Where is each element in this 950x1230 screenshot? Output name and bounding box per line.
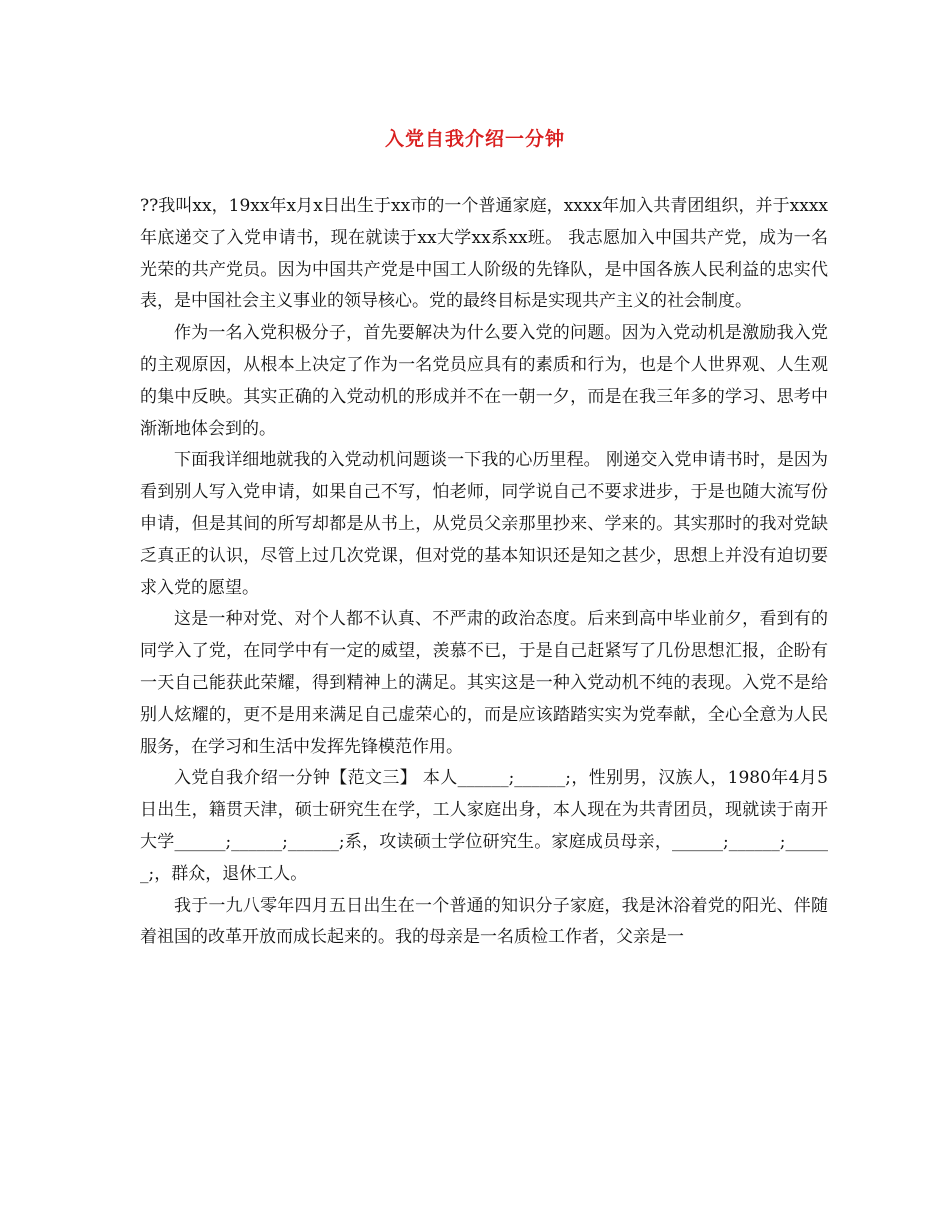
document-title: 入党自我介绍一分钟 [384,128,565,150]
paragraph-6: 我于一九八零年四月五日出生在一个普通的知识分子家庭，我是沐浴着党的阳光、伴随着祖国的改革开放而成长起来的。我的母亲是一名质检工作者，父亲是一 [140,895,828,948]
paragraph-2: 作为一名入党积极分子，首先要解决为什么要入党的问题。因为入党动机是激励我入党的主观原因，从根本上决定了作为一名党员应具有的素质和行为，也是个人世界观、人生观的集中反映。其实正确的入党动机的形成并不在一朝一夕，而是在我三年多的学习、思考中渐渐地体会到的。 [140,323,828,439]
paragraph-5: 入党自我介绍一分钟【范文三】 本人______;______;，性别男，汉族人，1980年4月5日出生，籍贯天津，硕士研究生在学，工人家庭出身，本人现在为共青团员，现就读于南开大学______;______;______;系，攻读硕士学位研究生。家庭成员母亲，______;______;______;，群众，退休工人。 [140,768,828,884]
document-body [140,191,828,954]
paragraph-1: ??我叫xx，19xx年x月x日出生于xx市的一个普通家庭，xxxx年加入共青团组织，并于xxxx年底递交了入党申请书，现在就读于xx大学xx系xx班。 我志愿加入中国共产党，成为一名光荣的共产党员。因为中国共产党是中国工人阶级的先锋队，是中国各族人民利益的忠实代表，是中国社会主义事业的领导核心。党的最终目标是实现共产主义的社会制度。 [140,196,828,312]
paragraph-4: 这是一种对党、对个人都不认真、不严肃的政治态度。后来到高中毕业前夕，看到有的同学入了党，在同学中有一定的威望，羡慕不已，于是自己赶紧写了几份思想汇报，企盼有一天自己能获此荣耀，得到精神上的满足。其实这是一种入党动机不纯的表现。入党不是给别人炫耀的，更不是用来满足自己虚荣心的，而是应该踏踏实实为党奉献，全心全意为人民服务，在学习和生活中发挥先锋模范作用。 [140,609,828,757]
paragraph-3: 下面我详细地就我的入党动机问题谈一下我的心历里程。 刚递交入党申请书时，是因为看到别人写入党申请，如果自己不写，怕老师，同学说自己不要求进步，于是也随大流写份申请，但是其间的所写却都是从书上，从党员父亲那里抄来、学来的。其实那时的我对党缺乏真正的认识，尽管上过几次党课，但对党的基本知识还是知之甚少，思想上并没有迫切要求入党的愿望。 [140,450,828,598]
